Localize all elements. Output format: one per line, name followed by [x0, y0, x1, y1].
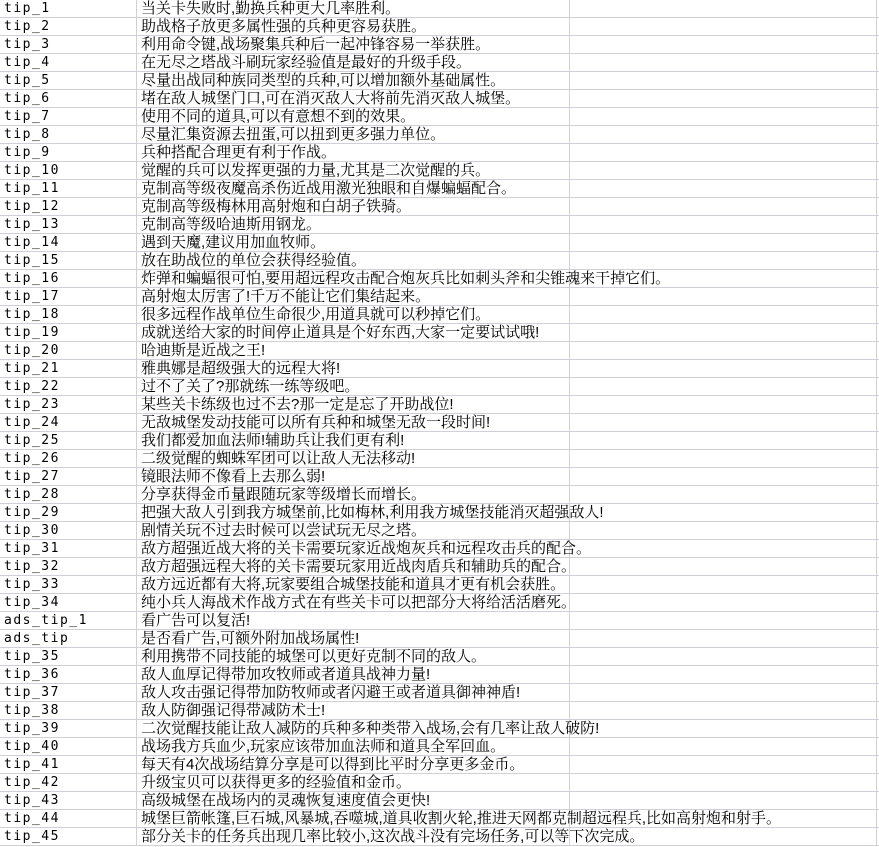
tip-id-cell[interactable]: tip_19 — [0, 324, 137, 341]
tip-text-cell[interactable]: 兵种搭配合理更有利于作战。 — [137, 144, 570, 161]
table-row — [0, 504, 879, 522]
table-row — [0, 522, 879, 540]
empty-cell[interactable] — [570, 828, 877, 845]
table-row — [0, 0, 879, 18]
table-row — [0, 612, 879, 630]
table-row — [0, 486, 879, 504]
empty-cell[interactable] — [570, 666, 877, 683]
tip-id-cell[interactable]: tip_43 — [0, 792, 137, 809]
tip-id-cell[interactable]: tip_31 — [0, 540, 137, 557]
tip-id-cell[interactable]: tip_26 — [0, 450, 137, 467]
empty-cell[interactable] — [570, 360, 877, 377]
tip-text-cell[interactable]: 克制高等级梅林用高射炮和白胡子铁骑。 — [137, 198, 570, 215]
tip-id-cell[interactable]: tip_6 — [0, 90, 137, 107]
tip-id-cell[interactable]: tip_35 — [0, 648, 137, 665]
tip-id-cell[interactable]: tip_17 — [0, 288, 137, 305]
tip-id-cell[interactable]: tip_8 — [0, 126, 137, 143]
empty-cell[interactable] — [570, 648, 877, 665]
table-row — [0, 630, 879, 648]
empty-cell[interactable] — [570, 306, 877, 323]
table-row — [0, 666, 879, 684]
tip-text-cell[interactable]: 无敌城堡发动技能可以所有兵种和城堡无敌一段时间! — [137, 414, 570, 431]
tip-text-cell[interactable]: 过不了关了?那就练一练等级吧。 — [137, 378, 570, 395]
tip-id-cell[interactable]: ads_tip — [0, 630, 137, 647]
table-row — [0, 738, 879, 756]
empty-cell[interactable] — [570, 378, 877, 395]
empty-cell[interactable] — [570, 72, 877, 89]
table-row — [0, 360, 879, 378]
table-row — [0, 36, 879, 54]
tip-text-cell[interactable]: 敌方远近都有大将,玩家要组合城堡技能和道具才更有机会获胜。 — [137, 576, 570, 593]
table-row — [0, 792, 879, 810]
tip-text-cell[interactable]: 敌人血厚记得带加攻牧师或者道具战神力量! — [137, 666, 570, 683]
empty-cell[interactable] — [570, 126, 877, 143]
tip-text-cell[interactable]: 尽量出战同种族同类型的兵种,可以增加额外基础属性。 — [137, 72, 570, 89]
table-row — [0, 72, 879, 90]
table-row — [0, 54, 879, 72]
empty-cell[interactable] — [570, 702, 877, 719]
table-row — [0, 450, 879, 468]
tip-id-cell[interactable]: tip_16 — [0, 270, 137, 287]
table-row — [0, 468, 879, 486]
empty-cell[interactable] — [570, 396, 877, 413]
table-row — [0, 576, 879, 594]
tip-id-cell[interactable]: tip_24 — [0, 414, 137, 431]
table-row — [0, 558, 879, 576]
tip-id-cell[interactable]: tip_42 — [0, 774, 137, 791]
empty-cell[interactable] — [570, 162, 877, 179]
table-row — [0, 144, 879, 162]
tip-text-cell[interactable]: 炸弹和蝙蝠很可怕,要用超远程攻击配合炮灰兵比如刺头斧和尖锥魂来干掉它们。 — [137, 270, 570, 287]
table-row — [0, 342, 879, 360]
table-row — [0, 234, 879, 252]
empty-cell[interactable] — [570, 486, 877, 503]
empty-cell[interactable] — [570, 432, 877, 449]
tip-id-cell[interactable]: tip_3 — [0, 36, 137, 53]
tip-text-cell[interactable]: 镜眼法师不像看上去那么弱! — [137, 468, 570, 485]
table-row — [0, 648, 879, 666]
tip-text-cell[interactable]: 分享获得金币量跟随玩家等级增长而增长。 — [137, 486, 570, 503]
table-row — [0, 684, 879, 702]
tip-text-cell[interactable]: 战场我方兵血少,玩家应该带加血法师和道具全军回血。 — [137, 738, 570, 755]
tip-text-cell[interactable]: 城堡巨箭帐篷,巨石城,风暴城,吞噬城,道具收割火轮,推进天网都克制超远程兵,比如高射炮和射手。 — [137, 810, 570, 827]
tip-text-cell[interactable]: 放在助战位的单位会获得经验值。 — [137, 252, 570, 269]
empty-cell[interactable] — [570, 288, 877, 305]
tip-id-cell[interactable]: tip_23 — [0, 396, 137, 413]
tip-id-cell[interactable]: ads_tip_1 — [0, 612, 137, 629]
empty-cell[interactable] — [570, 234, 877, 251]
tip-text-cell[interactable]: 看广告可以复活! — [137, 612, 570, 629]
tip-id-cell[interactable]: tip_21 — [0, 360, 137, 377]
table-row — [0, 594, 879, 612]
tip-text-cell[interactable]: 哈迪斯是近战之王! — [137, 342, 570, 359]
tip-id-cell[interactable]: tip_41 — [0, 756, 137, 773]
tip-text-cell[interactable]: 高级城堡在战场内的灵魂恢复速度值会更快! — [137, 792, 570, 809]
table-row — [0, 774, 879, 792]
tip-text-cell[interactable]: 堵在敌人城堡门口,可在消灭敌人大将前先消灭敌人城堡。 — [137, 90, 570, 107]
tip-id-cell[interactable]: tip_14 — [0, 234, 137, 251]
table-row — [0, 18, 879, 36]
tip-text-cell[interactable]: 在无尽之塔战斗刷玩家经验值是最好的升级手段。 — [137, 54, 570, 71]
tip-id-cell[interactable]: tip_44 — [0, 810, 137, 827]
tip-text-cell[interactable]: 克制高等级哈迪斯用钢龙。 — [137, 216, 570, 233]
tip-id-cell[interactable]: tip_10 — [0, 162, 137, 179]
tip-text-cell[interactable]: 遇到天魔,建议用加血牧师。 — [137, 234, 570, 251]
tip-text-cell[interactable]: 二次觉醒技能让敌人减防的兵种多种类带入战场,会有几率让敌人破防! — [137, 720, 570, 737]
empty-cell[interactable] — [570, 108, 877, 125]
tip-text-cell[interactable]: 成就送给大家的时间停止道具是个好东西,大家一定要试试哦! — [137, 324, 570, 341]
tip-id-cell[interactable]: tip_9 — [0, 144, 137, 161]
empty-cell[interactable] — [570, 18, 877, 35]
tip-text-cell[interactable]: 二级觉醒的蜘蛛军团可以让敌人无法移动! — [137, 450, 570, 467]
tip-id-cell[interactable]: tip_45 — [0, 828, 137, 845]
empty-cell[interactable] — [570, 756, 877, 773]
tip-text-cell[interactable]: 每天有4次战场结算分享是可以得到比平时分享更多金币。 — [137, 756, 570, 773]
table-row — [0, 324, 879, 342]
empty-cell[interactable] — [570, 198, 877, 215]
tip-text-cell[interactable]: 部分关卡的任务兵出现几率比较小,这次战斗没有完场任务,可以等下次完成。 — [137, 828, 570, 845]
tip-text-cell[interactable]: 某些关卡练级也过不去?那一定是忘了开助战位! — [137, 396, 570, 413]
tip-id-cell[interactable]: tip_39 — [0, 720, 137, 737]
tip-id-cell[interactable]: tip_11 — [0, 180, 137, 197]
tip-id-cell[interactable]: tip_29 — [0, 504, 137, 521]
empty-cell[interactable] — [570, 612, 877, 629]
tip-text-cell[interactable]: 克制高等级夜魔高杀伤近战用激光独眼和自爆蝙蝠配合。 — [137, 180, 570, 197]
tip-text-cell[interactable]: 利用命令键,战场聚集兵种后一起冲锋容易一举获胜。 — [137, 36, 570, 53]
tip-text-cell[interactable]: 尽量汇集资源去扭蛋,可以扭到更多强力单位。 — [137, 126, 570, 143]
tip-text-cell[interactable]: 是否看广告,可额外附加战场属性! — [137, 630, 570, 647]
table-row — [0, 396, 879, 414]
tip-id-cell[interactable]: tip_18 — [0, 306, 137, 323]
tip-id-cell[interactable]: tip_30 — [0, 522, 137, 539]
table-row — [0, 180, 879, 198]
tip-text-cell[interactable]: 助战格子放更多属性强的兵种更容易获胜。 — [137, 18, 570, 35]
tip-id-cell[interactable]: tip_36 — [0, 666, 137, 683]
table-row — [0, 126, 879, 144]
tip-id-cell[interactable]: tip_22 — [0, 378, 137, 395]
empty-cell[interactable] — [570, 468, 877, 485]
empty-cell[interactable] — [570, 90, 877, 107]
table-row — [0, 414, 879, 432]
empty-cell[interactable] — [570, 540, 877, 557]
tip-text-cell[interactable]: 敌人防御强记得带减防术士! — [137, 702, 570, 719]
tip-text-cell[interactable]: 觉醒的兵可以发挥更强的力量,尤其是二次觉醒的兵。 — [137, 162, 570, 179]
table-row — [0, 288, 879, 306]
tip-id-cell[interactable]: tip_20 — [0, 342, 137, 359]
empty-cell[interactable] — [570, 252, 877, 269]
table-row — [0, 216, 879, 234]
tip-id-cell[interactable]: tip_13 — [0, 216, 137, 233]
table-row — [0, 252, 879, 270]
tip-id-cell[interactable]: tip_5 — [0, 72, 137, 89]
tip-id-cell[interactable]: tip_33 — [0, 576, 137, 593]
table-row — [0, 162, 879, 180]
table-row — [0, 720, 879, 738]
empty-cell[interactable] — [570, 738, 877, 755]
tip-id-cell[interactable]: tip_1 — [0, 0, 137, 17]
tip-text-cell[interactable]: 我们都爱加血法师!辅助兵让我们更有利! — [137, 432, 570, 449]
tip-id-cell[interactable]: tip_37 — [0, 684, 137, 701]
empty-cell[interactable] — [570, 144, 877, 161]
tip-text-cell[interactable]: 敌方超强远程大将的关卡需要玩家用近战肉盾兵和辅助兵的配合。 — [137, 558, 570, 575]
empty-cell[interactable] — [570, 216, 877, 233]
empty-cell[interactable] — [570, 792, 877, 809]
table-row — [0, 540, 879, 558]
tip-id-cell[interactable]: tip_2 — [0, 18, 137, 35]
tip-id-cell[interactable]: tip_27 — [0, 468, 137, 485]
tip-text-cell[interactable]: 敌方超强近战大将的关卡需要玩家近战炮灰兵和远程攻击兵的配合。 — [137, 540, 570, 557]
tip-id-cell[interactable]: tip_25 — [0, 432, 137, 449]
tip-id-cell[interactable]: tip_7 — [0, 108, 137, 125]
empty-cell[interactable] — [570, 684, 877, 701]
table-row — [0, 306, 879, 324]
empty-cell[interactable] — [570, 180, 877, 197]
empty-cell[interactable] — [570, 342, 877, 359]
empty-cell[interactable] — [570, 0, 877, 17]
table-row — [0, 702, 879, 720]
empty-cell[interactable] — [570, 630, 877, 647]
empty-cell[interactable] — [570, 324, 877, 341]
empty-cell[interactable] — [570, 450, 877, 467]
empty-cell[interactable] — [570, 720, 877, 737]
empty-cell[interactable] — [570, 774, 877, 791]
tip-text-cell[interactable]: 敌人攻击强记得带加防牧师或者闪避王或者道具御神神盾! — [137, 684, 570, 701]
tip-id-cell[interactable]: tip_4 — [0, 54, 137, 71]
tip-id-cell[interactable]: tip_38 — [0, 702, 137, 719]
empty-cell[interactable] — [570, 522, 877, 539]
empty-cell[interactable] — [570, 414, 877, 431]
tip-id-cell[interactable]: tip_32 — [0, 558, 137, 575]
tip-id-cell[interactable]: tip_12 — [0, 198, 137, 215]
tip-id-cell[interactable]: tip_40 — [0, 738, 137, 755]
tip-text-cell[interactable]: 把强大敌人引到我方城堡前,比如梅林,利用我方城堡技能消灭超强敌人! — [137, 504, 570, 521]
tip-text-cell[interactable]: 使用不同的道具,可以有意想不到的效果。 — [137, 108, 570, 125]
table-row — [0, 810, 879, 828]
tip-id-cell[interactable]: tip_34 — [0, 594, 137, 611]
table-row — [0, 108, 879, 126]
empty-cell[interactable] — [570, 36, 877, 53]
table-row — [0, 198, 879, 216]
table-row — [0, 90, 879, 108]
table-row — [0, 270, 879, 288]
empty-cell[interactable] — [570, 594, 877, 611]
empty-cell[interactable] — [570, 810, 877, 827]
empty-cell[interactable] — [570, 504, 877, 521]
empty-cell[interactable] — [570, 270, 877, 287]
tip-id-cell[interactable]: tip_28 — [0, 486, 137, 503]
tip-id-cell[interactable]: tip_15 — [0, 252, 137, 269]
tip-text-cell[interactable]: 高射炮太厉害了!千万不能让它们集结起来。 — [137, 288, 570, 305]
empty-cell[interactable] — [570, 576, 877, 593]
empty-cell[interactable] — [570, 558, 877, 575]
tip-text-cell[interactable]: 当关卡失败时,勤换兵种更大几率胜利。 — [137, 0, 570, 17]
tip-text-cell[interactable]: 纯小兵人海战术作战方式在有些关卡可以把部分大将给活活磨死。 — [137, 594, 570, 611]
tip-text-cell[interactable]: 雅典娜是超级强大的远程大将! — [137, 360, 570, 377]
table-row — [0, 378, 879, 396]
empty-cell[interactable] — [570, 54, 877, 71]
tip-text-cell[interactable]: 升级宝贝可以获得更多的经验值和金币。 — [137, 774, 570, 791]
tip-text-cell[interactable]: 利用携带不同技能的城堡可以更好克制不同的敌人。 — [137, 648, 570, 665]
table-row — [0, 828, 879, 846]
tip-text-cell[interactable]: 很多远程作战单位生命很少,用道具就可以秒掉它们。 — [137, 306, 570, 323]
table-row — [0, 756, 879, 774]
table-row — [0, 432, 879, 450]
tip-text-cell[interactable]: 剧情关玩不过去时候可以尝试玩无尽之塔。 — [137, 522, 570, 539]
